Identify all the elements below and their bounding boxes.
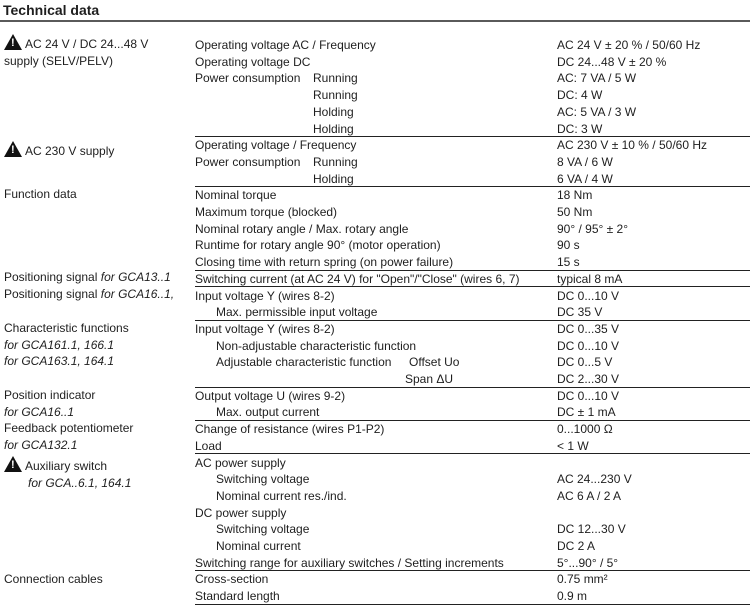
label-model: for GCA16..1,	[100, 287, 175, 301]
parameter-value: DC: 3 W	[557, 121, 603, 136]
parameter-sublabel: Offset Uo	[409, 355, 460, 370]
parameter-value: 90° / 95° ± 2°	[557, 221, 629, 236]
parameter-label: Max. permissible input voltage	[216, 305, 378, 320]
parameter-value: 8 VA / 6 W	[557, 154, 613, 169]
parameter-sublabel: Running	[313, 154, 358, 169]
parameter-label: Nominal torque	[195, 188, 277, 203]
table-row	[195, 104, 750, 121]
parameter-sublabel: Span ΔU	[405, 372, 454, 386]
table-row	[195, 488, 750, 505]
table-row	[195, 271, 750, 288]
table-row	[195, 54, 750, 71]
table-row	[195, 555, 750, 572]
parameter-value: AC 24 V ± 20 % / 50/60 Hz	[557, 38, 701, 52]
parameter-label: Input voltage Y (wires 8-2)	[195, 321, 335, 336]
parameter-label: Power consumption	[195, 154, 301, 169]
table-row	[195, 455, 750, 472]
parameter-label: AC power supply	[195, 455, 286, 470]
table-row	[195, 237, 750, 254]
table-row	[195, 70, 750, 87]
table-row	[195, 87, 750, 104]
label-text: Position indicator	[4, 388, 96, 402]
parameter-value: DC 0...10 V	[557, 288, 620, 303]
label-connection-cables: Connection cables	[4, 572, 103, 586]
table-row	[195, 421, 750, 438]
parameter-value: DC 24...48 V ± 20 %	[557, 54, 667, 69]
parameter-value: 0...1000 Ω	[557, 422, 613, 437]
label-text: AC 24 V / DC 24...48 V	[25, 37, 149, 51]
parameter-value: DC 35 V	[557, 305, 603, 320]
table-row	[195, 354, 750, 371]
parameter-value: 0.9 m	[557, 589, 588, 604]
parameter-label: Input voltage Y (wires 8-2)	[195, 288, 335, 303]
parameter-value: AC 24...230 V	[557, 472, 632, 487]
parameter-sublabel: Holding	[313, 171, 354, 186]
parameter-value: DC 0...10 V	[557, 388, 620, 403]
parameter-value: 15 s	[557, 255, 580, 270]
parameter-value: DC 12...30 V	[557, 522, 626, 537]
table-row	[195, 154, 750, 171]
parameter-label: Nominal current	[216, 539, 301, 553]
parameter-label: Power consumption	[195, 71, 301, 86]
parameter-value: 0.75 mm²	[557, 572, 608, 587]
table-row	[195, 371, 750, 388]
parameter-value: 6 VA / 4 W	[557, 171, 613, 186]
label-model: for GCA132.1	[4, 437, 78, 452]
parameter-sublabel: Running	[313, 71, 358, 86]
parameter-value: < 1 W	[557, 438, 589, 453]
table-row	[195, 221, 750, 238]
parameter-value: DC 0...10 V	[557, 338, 620, 353]
table-row	[195, 471, 750, 488]
parameter-value: 18 Nm	[557, 188, 593, 203]
table-row	[195, 204, 750, 221]
label-text: Positioning signal	[4, 287, 101, 301]
table-row	[195, 521, 750, 538]
table-row	[195, 187, 750, 204]
table-row	[195, 404, 750, 421]
label-text: supply (SELV/PELV)	[4, 53, 113, 68]
parameter-value: AC 230 V ± 10 % / 50/60 Hz	[557, 138, 707, 153]
table-row	[195, 338, 750, 355]
parameter-label: Operating voltage / Frequency	[195, 138, 357, 153]
parameter-value: 50 Nm	[557, 205, 593, 219]
table-row	[195, 538, 750, 555]
parameter-value: DC 2 A	[557, 539, 596, 553]
table-row	[195, 505, 750, 522]
parameter-value: 90 s	[557, 238, 580, 253]
parameter-value: AC: 7 VA / 5 W	[557, 71, 637, 86]
label-text: Auxiliary switch	[25, 459, 108, 473]
parameter-label: Operating voltage AC / Frequency	[195, 38, 376, 52]
parameter-value: DC ± 1 mA	[557, 405, 616, 420]
parameter-label: Max. output current	[216, 405, 320, 420]
parameter-label: Closing time with return spring (on power failure)	[195, 255, 454, 270]
label-model: for GCA163.1, 164.1	[4, 354, 115, 369]
parameter-value: DC 0...35 V	[557, 321, 620, 336]
page-title: Technical data	[3, 2, 100, 18]
parameter-sublabel: Holding	[313, 104, 354, 119]
table-row	[195, 321, 750, 338]
label-text: Feedback potentiometer	[4, 421, 134, 435]
parameter-label: Nominal rotary angle / Max. rotary angle	[195, 221, 409, 236]
parameter-sublabel: Running	[313, 88, 358, 103]
parameter-label: Switching voltage	[216, 472, 310, 487]
label-text: Characteristic functions	[4, 321, 129, 335]
table-row	[195, 37, 750, 54]
parameter-value: typical 8 mA	[557, 271, 623, 286]
label-text: Positioning signal	[4, 270, 101, 284]
table-row	[195, 304, 750, 321]
parameter-label: Change of resistance (wires P1-P2)	[195, 422, 385, 437]
parameter-label: Switching voltage	[216, 522, 310, 537]
table-row	[195, 288, 750, 305]
parameter-value: AC: 5 VA / 3 W	[557, 104, 637, 119]
parameter-value: DC 0...5 V	[557, 355, 613, 370]
label-model: for GCA..6.1, 164.1	[28, 475, 132, 490]
parameter-value: DC: 4 W	[557, 88, 603, 103]
parameter-label: Load	[195, 438, 222, 453]
table-row	[195, 137, 750, 154]
parameter-label: DC power supply	[195, 505, 287, 520]
parameter-value: DC 2...30 V	[557, 372, 620, 386]
parameter-label: Adjustable characteristic function	[216, 355, 392, 370]
label-function-data: Function data	[4, 187, 77, 201]
parameter-label: Switching current (at AC 24 V) for "Open"/"Close" (wires 6, 7)	[195, 271, 520, 286]
parameter-label: Operating voltage DC	[195, 54, 311, 69]
table-row	[195, 438, 750, 455]
label-model: for GCA161.1, 166.1	[4, 337, 115, 352]
table-row	[195, 571, 750, 588]
label-text: AC 230 V supply	[25, 144, 115, 158]
table-row	[195, 171, 750, 188]
parameter-value: AC 6 A / 2 A	[557, 488, 622, 503]
parameter-label: Standard length	[195, 589, 280, 604]
table-row	[195, 588, 750, 605]
table-row	[195, 121, 750, 138]
label-model: for GCA13..1	[100, 270, 171, 284]
parameter-label: Maximum torque (blocked)	[195, 205, 338, 219]
parameter-value: 5°...90° / 5°	[557, 555, 619, 570]
parameter-label: Non-adjustable characteristic function	[216, 338, 417, 353]
parameter-label: Output voltage U (wires 9-2)	[195, 388, 346, 403]
parameter-sublabel: Holding	[313, 121, 354, 136]
parameter-label: Runtime for rotary angle 90° (motor operation)	[195, 238, 441, 253]
table-row	[195, 388, 750, 405]
table-row	[195, 254, 750, 271]
parameter-label: Nominal current res./ind.	[216, 488, 347, 503]
parameter-label: Switching range for auxiliary switches / Setting increments	[195, 555, 504, 570]
label-model: for GCA16..1	[4, 404, 75, 419]
parameter-label: Cross-section	[195, 572, 269, 587]
